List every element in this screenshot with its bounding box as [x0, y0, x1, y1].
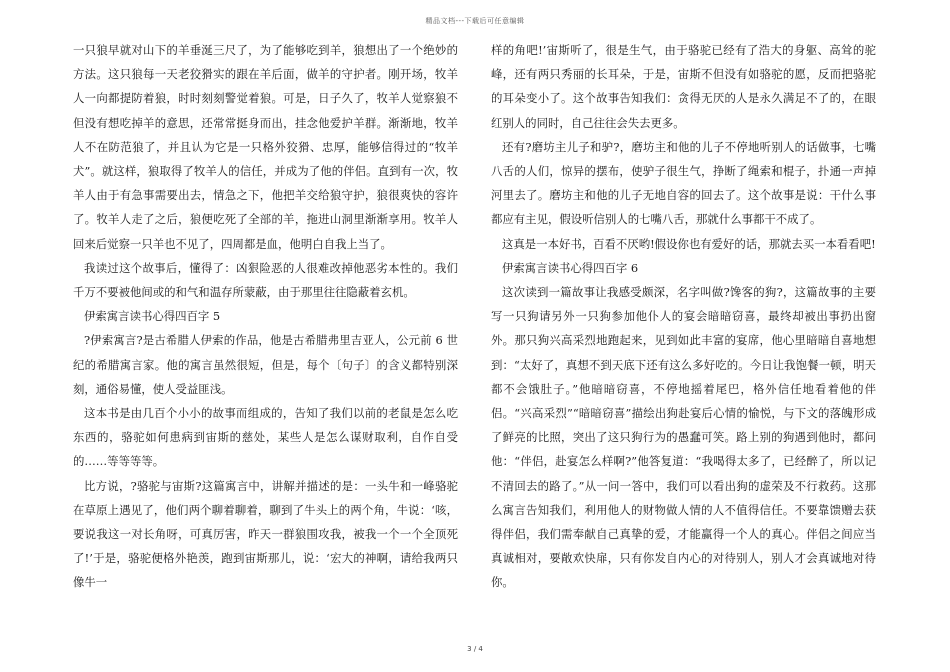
- section-heading: 伊索寓言读书心得四百字 5: [84, 309, 221, 324]
- paragraph: 这次读到一篇故事让我感受颇深，名字叫做?馋客的狗?，这篇故事的主要写一只狗请另外一只狗参加他仆人的宴会暗暗窃喜，最终却被出事扔出窗外。那只狗兴高采烈地跑起来，见到如此丰富的宴席，他心里暗暗自喜地想到：“太好了，真想不到天底下还有这么多好吃的。今日让我饱餐一顿，明天都不会饿肚子。”他暗暗窃喜，不停地摇着尾巴，格外信任地看着他的伴侣。“兴高采烈”“暗暗窃喜”描绘出狗赴宴后心情的愉悦，与下文的落魄形成了鲜亮的比照，突出了这只狗行为的愚蠢可笑。路上别的狗遇到他时，都问他：“伴侣，赴宴怎么样啊?”他答复道：“我喝得太多了，已经醉了，所以记不清回去的路了。”从一问一答中，我们可以看出狗的虚荣及不行救药。这那么寓言告知我们，利用他人的财物做人情的人不值得信任。不要靠馈赠去获得伴侣，我们需奉献自己真挚的爱，才能赢得一个人的真心。伴侣之间应当真诚相对，要敞欢快扉，只有你发自内心的对待别人，别人才会真诚地对待你。: [491, 285, 876, 590]
- paragraph: 比方说，?骆驼与宙斯?这篇寓言中，讲解并描述的是：一头牛和一峰骆驼在草原上遇见了，他们两个聊着聊着，聊到了牛头上的两个角，牛说：‘咳，要说我这一对长角呀，可真厉害，昨天一群狼围攻我，被我一个一个全顶死了!’于是，骆驼便格外艳羡，跑到宙斯那儿，说：‘宏大的神啊，请给我两只像牛一: [73, 478, 458, 590]
- paragraph: 还有?磨坊主儿子和驴?，磨坊主和他的儿子不停地听别人的话做事，七嘴八舌的人们，惊异的摆布，使驴子很生气，挣断了绳索和棍子，扑通一声掉河里去了。磨坊主和他的儿子无地自容的回去了。这个故事是说：干什么事都应有主见，假设听信别人的七嘴八舌，那就什么事都干不成了。: [491, 139, 876, 227]
- page-number: 3 / 4: [467, 645, 483, 653]
- paragraph: 我读过这个故事后，懂得了：凶狠险恶的人很难改掉他恶劣本性的。我们千万不要被他间或的和气和温存所蒙蔽，由于那里往往隐蔽着玄机。: [73, 260, 458, 300]
- right-column: [491, 38, 876, 595]
- paragraph: ?伊索寓言?是古希腊人伊索的作品，他是古希腊弗里吉亚人，公元前 6 世纪的希腊寓言家。他的寓言虽然很短，但是，每个〔句子〕的含义都特别深刻，通俗易懂，使人受益匪浅。: [73, 333, 458, 396]
- section-heading: 伊索寓言读书心得四百字 6: [502, 260, 639, 275]
- paragraph: 样的角吧!’宙斯听了，很是生气，由于骆驼已经有了浩大的身躯、高耸的驼峰，还有两只秀丽的长耳朵，于是，宙斯不但没有如骆驼的愿，反而把骆驼的耳朵变小了。这个故事告知我们：贪得无厌的人是永久满足不了的，在眼红别人的同时，自己往往会失去更多。: [491, 43, 876, 130]
- left-column: [73, 38, 458, 595]
- page-header: 精品文档---下载后可任意编辑: [425, 17, 525, 25]
- paragraph: 这真是一本好书，百看不厌哟!假设你也有爱好的话，那就去买一本看看吧!: [502, 236, 876, 251]
- paragraph: 一只狼早就对山下的羊垂涎三尺了，为了能够吃到羊，狼想出了一个绝妙的方法。这只狼每一天老狡猾实的跟在羊后面，做羊的守护者。刚开场，牧羊人一向都提防着狼，时时刻刻警觉着狼。可是，日子久了，牧羊人觉察狼不但没有想吃掉羊的意思，还常常挺身而出，挂念他爱护羊群。渐渐地，牧羊人不在防范狼了，并且认为它是一只格外狡猾、忠厚，能够信得过的“牧羊犬”。就这样，狼取得了牧羊人的信任，并成为了他的伴侣。直到有一次，牧羊人由于有急事需要出去，情急之下，他把羊交给狼守护，狼很爽快的容许了。牧羊人走了之后，狼便吃死了全部的羊，拖进山洞里渐渐享用。牧羊人回来后觉察一只羊也不见了，四周都是血，他明白自我上当了。: [73, 43, 458, 251]
- paragraph: 这本书是由几百个小小的故事而组成的，告知了我们以前的老鼠是怎么吃东西的，骆驼如何患病到宙斯的慈处，某些人是怎么谋财取利，自作自受的……等等等等。: [73, 406, 458, 469]
